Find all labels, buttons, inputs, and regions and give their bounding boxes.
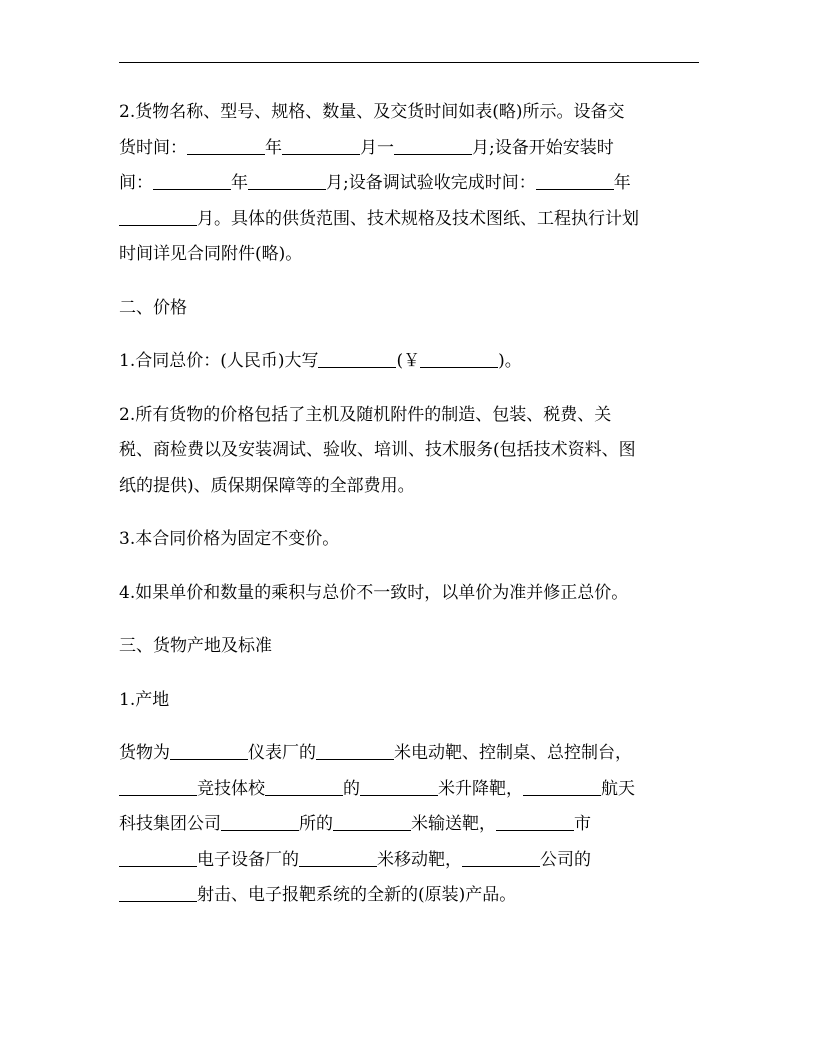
blank-line[interactable] bbox=[221, 813, 299, 831]
blank-line[interactable] bbox=[119, 208, 197, 226]
blank-line[interactable] bbox=[496, 813, 574, 831]
blank-line[interactable] bbox=[265, 778, 343, 796]
blank-line[interactable] bbox=[248, 172, 326, 190]
blank-line[interactable] bbox=[153, 172, 231, 190]
blank-line[interactable] bbox=[119, 778, 197, 796]
paragraph-price-includes: 2.所有货物的价格包括了主机及随机附件的制造、包装、税费、关 税、商检费以及安装凋试、验收、培训、技术服务(包括技术资料、图 纸的提供)、质保期保障等的全部费用。 bbox=[119, 404, 636, 496]
document-body bbox=[119, 95, 699, 914]
blank-line[interactable] bbox=[333, 813, 411, 831]
blank-line[interactable] bbox=[119, 884, 197, 902]
blank-line[interactable] bbox=[536, 172, 614, 190]
paragraph-delivery-time: 2.货物名称、型号、规格、数量、及交货时间如表(略)所示。设备交 货时间： 年 月一 月;设备开始安装时 间： 年 月;设备调试验收完成时间： 年 月。具体的供货范围、技术规格及技术图纸、工程执行计划 时间详见合同附件(略)。 bbox=[119, 102, 639, 264]
paragraph-total-price: 1.合同总价：(人民币)大写 (￥ )。 bbox=[119, 351, 522, 371]
paragraph-fixed-price: 3.本合同价格为固定不变价。 bbox=[119, 529, 340, 549]
blank-line[interactable] bbox=[299, 849, 377, 867]
blank-line[interactable] bbox=[170, 742, 248, 760]
paragraph-unit-price: 4.如果单价和数量的乘积与总价不一致时，以单价为准并修正总价。 bbox=[119, 582, 629, 603]
blank-line[interactable] bbox=[318, 350, 396, 368]
blank-line[interactable] bbox=[462, 849, 540, 867]
blank-line[interactable] bbox=[394, 137, 472, 155]
blank-line[interactable] bbox=[360, 778, 438, 796]
header-rule bbox=[119, 62, 699, 63]
blank-line[interactable] bbox=[316, 742, 394, 760]
section-heading-price: 二、价格 bbox=[119, 297, 187, 318]
paragraph-origin-details: 货物为 仪表厂的 米电动靶、控制桌、总控制台， 竞技体校 的 米升降靶， 航天 科技集团公司 所的 米输送靶， 市 电子设备厂的 米移动靶， 公司的 射击、电子报靶系统的全新的(原装)产品。 bbox=[119, 743, 635, 905]
blank-line[interactable] bbox=[420, 350, 498, 368]
section-heading-origin: 三、货物产地及标准 bbox=[119, 636, 272, 656]
blank-line[interactable] bbox=[119, 849, 197, 867]
blank-line[interactable] bbox=[187, 137, 265, 155]
subheading-origin: 1.产地 bbox=[119, 689, 170, 710]
blank-line[interactable] bbox=[523, 778, 601, 796]
blank-line[interactable] bbox=[282, 137, 360, 155]
